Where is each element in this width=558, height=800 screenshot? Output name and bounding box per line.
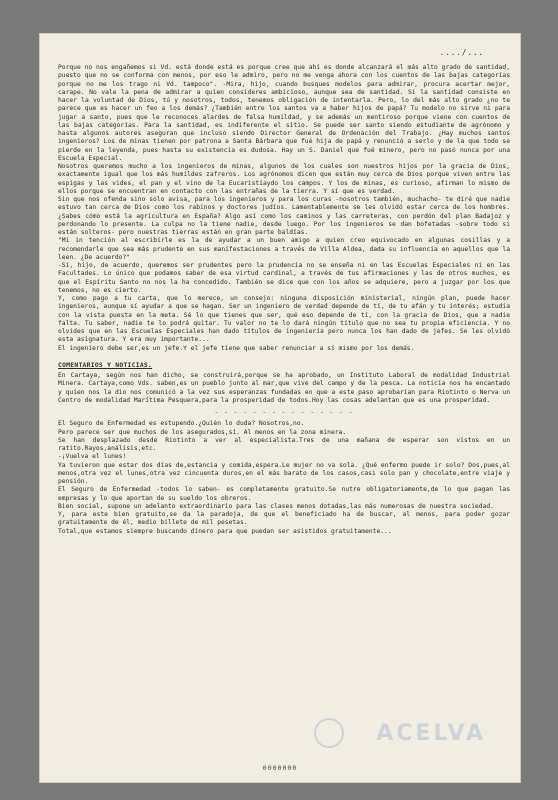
news-paragraph: El Seguro de Enfermedad -todos lo saben- es completamente gratuito.Se nutre obligatoriamente,de lo que pagan las empresas y lo que aportan de su sueldo los obreros. — [58, 486, 510, 502]
document-page — [40, 34, 520, 782]
news-paragraph: Ya tuvieron que estar dos días de,estancia y comida,espera.Le mujer no va sola. ¿Qué enfermo puede ir solo? Dos,pues,al menos,otra vez el lunes,otra vez cincuenta duros,en el más barato de los casos,casi solo pan y chocolate,entre viaje y pensión. — [58, 461, 510, 485]
watermark-logo-icon — [314, 718, 344, 748]
page-continuation-mark: ..../... — [439, 48, 484, 57]
paragraph: -Sí, hijo, de acuerdo, queremos ser prudentes pero la prudencia no se enseña ni en las Escuelas Especiales ni en las Facultades. Lo único que podamos saber de esa virtud cardinal, a través de tus afirmaciones y las de otros muchos, es que el Espíritu Santo no nos la ha concedido. También se dice que con los años se adquiere, pero a juzgar por los que tenemos, no es cierto. — [58, 262, 510, 294]
news-paragraph: El Seguro de Enfermedad es estupendo.¿Quién lo duda? Nosotros,no. — [58, 420, 305, 428]
separator: - - - - - - - - - - - - - - - — [214, 409, 354, 416]
paragraph: Nosotros queremos mucho a los ingenieros de minas, algunos de los cuales son nuestros hijos por la gracia de Dios, exactamente igual que los más humildes zafreros. Los agrónomos dicen que están muy cerca de Dios porque viven entre las espigas y las vides, el pan y el vino de la Eucaristíaydo los campos. Y los de minas, es curioso, afirman lo mismo de ellos porque se encuentran en contacto con las entrañas de la tierra. Y sí que es verdad. — [58, 163, 510, 195]
watermark: ACELVA — [376, 721, 486, 746]
section-title: COMENTARIOS Y NOTICIAS. — [58, 361, 153, 369]
paragraph: Y, como pago a tu carta, que lo merece, un consejo: ninguna disposición ministerial, ningún plan, puede hacer ingenieros, aunque sí ayudar a que se hagan. Ser un ingeniero de verdad depende de tí, de tu afán y tu interés; estudia con la vista puesta en la meta. Sé lo que tienes que ser, qué eso depende de tí, con la gracia de Dios, que a nadie falta. Tu saber, nadie te lo podrá quitar. Tu valor no te lo dará ningún título que no sea tu propia eficiencia. Y no olvides que en las Escuelas Especiales han dado títulos de ingeniería pero nunca los han dado de jefes. Se les olvidó esta asignatura. Y era muy importante... — [58, 295, 510, 344]
news-paragraph: -¡Vuelva el lunes! — [58, 453, 127, 461]
news-paragraph: En Cartaya, según nos han dicho, se construirá,porque se ha aprobado, un Instituto Laboral de modalidad Industrial Minera. Cartaya,como Vds. saben,es un pueblo junto al mar,que vive del campo y de la pesca. La noticia nos ha encantado y quien nos la dio nos comunicó a la vez sus esperanzas fundadas en que a este paso aprobarían para Riotinto o Nerva un Centro de modalidad Marítima Pesquera,para la prosperidad de todos.Hoy las cosas adelantan que es una prosperidad. — [58, 372, 510, 404]
footer-mark: 0000000 — [262, 764, 298, 772]
news-paragraph: Pero parece ser que muchos de los asegurados,sí. Al menos en la zona minera. — [58, 428, 347, 436]
paragraph: "Mi in tención al escribirle es la de ayudar a un buen amigo a quien creo equivocado en algunas cosillas y a recomendarle que sea más prudente en sus manifestaciones a través de Villa Aldea, dada su influencia en aquellos que la leen. ¿De acuerdo?" — [58, 237, 510, 261]
paragraph: Sin que nos ofenda sino solo avisa, para los ingenieros y para los curas -nosotros también, muchacho- te diré que nadie estuvo tan cerca de Dios como los rabinos y doctores judíos. Lamentablemente se les olvidó estar cerca de los hombres. ¿Sabes cómo está la agricultura en España? Algo así como los caminos y las carreteras, con perdón del plan Badajoz y perdonando lo presente. La culpa no la tiene nadie, desde luego. Por los ingenieros se dan bofetadas -sobre todo si están solteros- pero nuestras tierras están en gran parte baldías. — [58, 196, 510, 236]
news-paragraph: Y, para este bien gratuito,se da la paradoja, de que el beneficiado ha de buscar, al menos, para poder gozar gratuitamente de él, medio billete de mil pesetas. — [58, 511, 510, 527]
paragraph: El ingeniero debe ser,es un jefe.Y el jefe tiene que saber renunciar a sí mismo por los demás. — [58, 344, 415, 352]
news-paragraph: Se han desplazado desde Riotinto a ver al especialista.Tres de una mañana de esperar son vistos en un ratito.Rayos,análisis,etc. — [58, 436, 510, 452]
paragraph: Porque no nos engañemos si Vd. está donde está es porque cree que ahí es donde alcanzará el más alto grado de santidad, puesto que no se conforma con menos, por eso le admiro, pero no me venga ahora con los cuentos de las bajas categorías porque no me los trago ni Vd. tampoco". -Mira, hijo, cuando busques modelos para admirar, procura acertar mejor, carape. No vale la pena de admirar a quien consideres ambicioso, aunque sea de santidad. Si la santidad consiste en hacer la voluntad de Dios, tú y nosotros, todos, tenemos obligación de intentarla. Pero, lo del más alto grado ¿no te parece que es hacer un feo a los demás? ¿También entre los santos va a haber hijos de papá? Tu modelo no sirve ni para jugar a santo, pues que le reconoces alardes de falsa humildad, y se además un mentiroso porque viene con cuentos de las bajas categorías. Para la santidad, es indiferente el sitio. Se puede ser santo siendo estudiante de agrónomo y hasta algunos autores aseguran que incluso siendo Director General de Ordenación del Trabajo. ¿Hay muchos santos ingenieros? Los de minas tienen por patrona a Santa Bárbara que fué hija de papá y renunció a serlo y de la que todo se pierde en la leyenda, pues hasta su existencia es dudosa. Hay un S. Daniel que fué minero, pero no pasó nunca por una Escuela Especial. — [58, 64, 510, 162]
news-paragraph: Total,que estamos siempre buscando dinero para que puedan ser asistidos gratuitamente... — [58, 527, 392, 535]
news-paragraph: Bien social, supone un adelanto extraordinario para las clases menos dotadas,las más numerosas de nuestra sociedad. — [58, 502, 494, 510]
article-body — [58, 64, 510, 536]
